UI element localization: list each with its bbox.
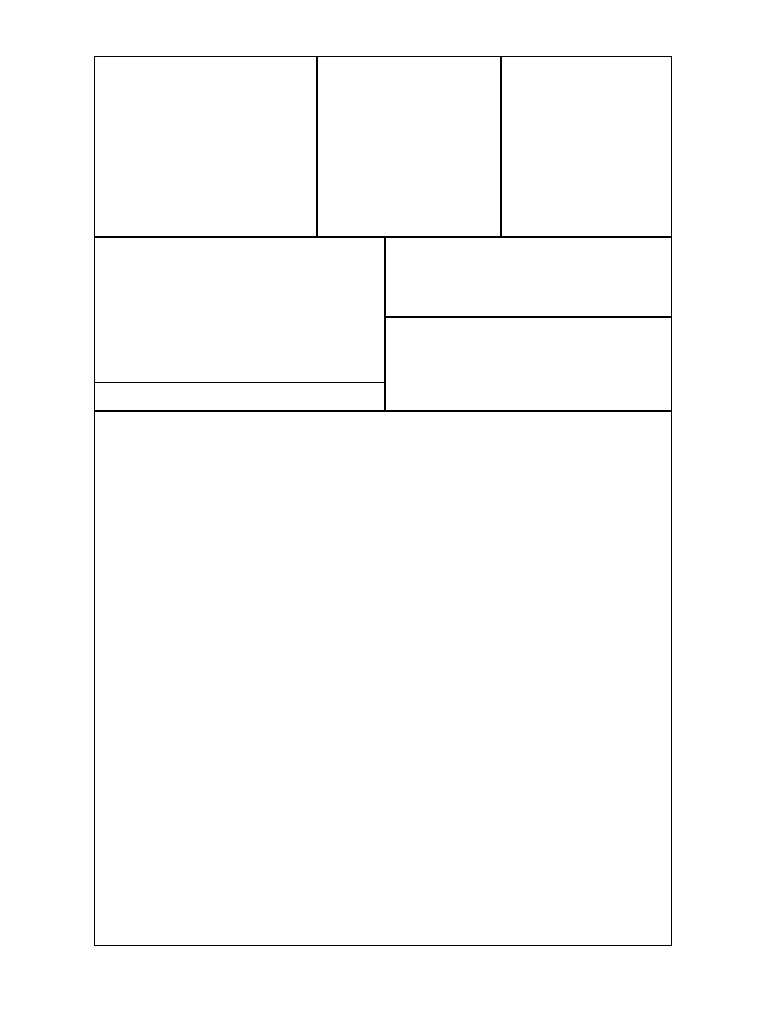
bottom-border: [58, 962, 702, 1004]
divider: [384, 236, 386, 410]
right-border: [672, 56, 708, 962]
sheet-frame: [94, 56, 672, 946]
divider: [94, 382, 384, 383]
divider: [94, 236, 672, 238]
divider: [94, 410, 672, 412]
divider: [384, 316, 672, 318]
divider: [316, 56, 318, 236]
left-border: [58, 56, 94, 962]
top-border: [58, 14, 702, 56]
divider: [500, 56, 502, 236]
